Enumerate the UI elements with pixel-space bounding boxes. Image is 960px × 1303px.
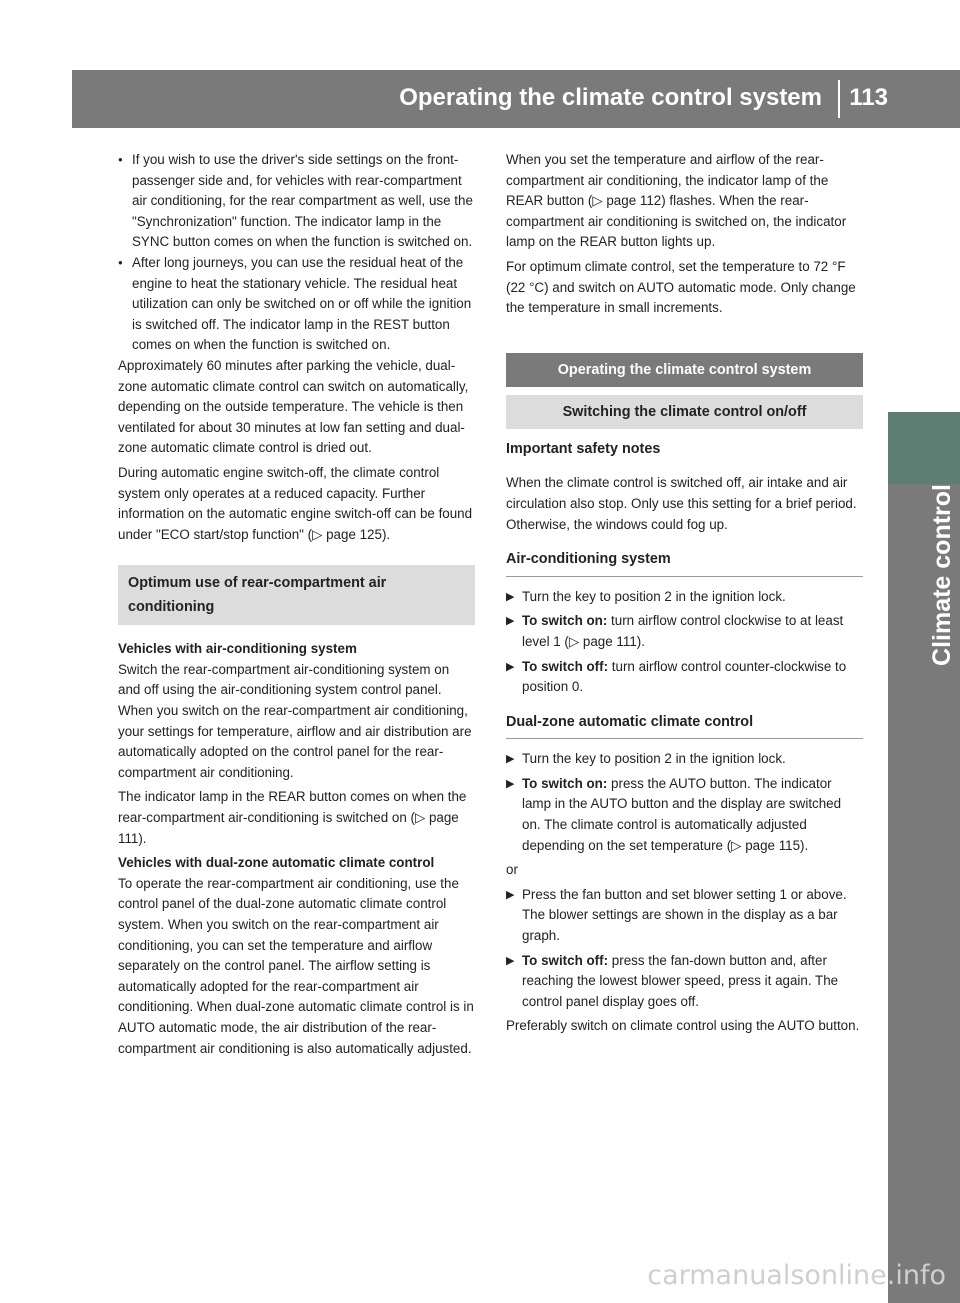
sub-heading-safety: Important safety notes [506,440,661,457]
step-text: Press the fan button and set blower setting 1 or above. The blower settings are shown in the display as a bar graph. [522,886,847,944]
step-text: turn airflow control counter-clockwise to position 0. [522,658,847,695]
chapter-tab-label: Climate control [928,484,956,666]
step-text: turn airflow control clockwise to at least level 1 (▷ page 111). [522,613,844,649]
heading-ac-system: Air-conditioning system [506,549,863,577]
right-column [506,150,863,1041]
page-title: Operating the climate control system [399,84,822,111]
arrow-right-icon: ▶ [506,590,515,603]
arrow-right-icon: ▶ [506,753,515,766]
arrow-right-icon: ▶ [506,888,515,901]
watermark: carmanualsonline.info [647,1260,946,1291]
step-text: Turn the key to position 2 in the ignition lock. [522,588,786,604]
step-item [506,951,863,1013]
bullet-residual-heat: ● After long journeys, you can use the residual heat of the engine to heat the stationary vehicle. The residual heat utilization can only be switched on or off while the ignition is switched off. The indicator lamp in the REST button comes on when the function is switched on. [118,253,475,356]
header-separator [838,80,840,118]
paragraph-auto-ventilation: Approximately 60 minutes after parking the vehicle, dual-zone automatic climate control can switch on automatically, depending on the outside temperature. The vehicle is then ventilated for about 30 minutes at low fan setting and dual-zone automatic climate control is dried out. [118,357,469,456]
step-text: press the fan-down button and, after reaching the lowest blower speed, press it again. The control panel display goes off. [522,952,839,1009]
heading-dual-zone: Dual-zone automatic climate control [506,712,863,740]
page-number: 113 [849,84,888,111]
left-column [118,150,475,1063]
step-item [506,774,863,856]
sub-heading-ac-system: Vehicles with air-conditioning system [118,641,357,657]
step-lead: To switch on: [522,775,608,791]
step-item [506,749,863,770]
sub-heading-dual-zone: Vehicles with dual-zone automatic climate control [118,855,435,871]
arrow-right-icon: ▶ [506,660,515,673]
paragraph-rear-ac: Switch the rear-compartment air-conditioning system on and off using the air-conditioning system control panel. When you switch on the rear-compartment air conditioning, your settings for temperature, airflow and air distribution are automatically adopted on the control panel for the rear-compartment air conditioning. [118,661,472,780]
arrow-right-icon: ▶ [506,615,515,628]
section-title-switching: Switching the climate control on/off [506,395,863,429]
paragraph-auto-button: Preferably switch on climate control using the AUTO button. [506,1018,860,1034]
step-text: press the AUTO button. The indicator lamp in the AUTO button and the display are switched on. The climate control is automatically adjusted depending on the set temperature (▷ page 115). [522,775,842,853]
paragraph-rear-indicator: The indicator lamp in the REAR button comes on when the rear-compartment air-conditioning is switched on (▷ page 111). [118,789,467,846]
paragraph-optimum: For optimum climate control, set the temperature to 72 °F (22 °C) and switch on AUTO automatic mode. Only change the temperature in small increments. [506,258,856,316]
step-lead: To switch on: [522,613,608,629]
arrow-right-icon: ▶ [506,954,515,967]
arrow-right-icon: ▶ [506,777,515,790]
bullet-sync: ● If you wish to use the driver's side settings on the front-passenger side and, for vehicles with rear-compartment air conditioning, for the rear compartment as well, use the "Synchronization" function. The indicator lamp in the SYNC button comes on when the function is switched on. [118,150,475,253]
paragraph-rear-flash: When you set the temperature and airflow of the rear-compartment air conditioning, the indicator lamp of the REAR button (▷ page 112) flashes. When the rear-compartment air conditioning is switched on, the indicator lamp on the REAR button lights up. [506,152,847,250]
section-title-rear-ac: Optimum use of rear-compartment air conditioning [118,565,475,625]
step-text: Turn the key to position 2 in the ignition lock. [522,751,786,767]
step-item [506,587,863,608]
step-item [506,657,863,698]
paragraph-dual-zone: To operate the rear-compartment air conditioning, use the control panel of the dual-zone automatic climate control system. When you switch on the rear-compartment air conditioning, you can set the temperature and airflow separately on the control panel. The airflow setting is automatically adopted for the rear-compartment air conditioning. When dual-zone automatic climate control is in AUTO automatic mode, the air distribution of the rear-compartment air conditioning is also automatically adjusted. [118,875,474,1056]
paragraph-eco: During automatic engine switch-off, the climate control system only operates at a reduced capacity. Further information on the automatic engine switch-off can be found under "ECO start/stop function" (▷ page 125). [118,464,473,542]
step-item [506,611,863,652]
section-title-operating: Operating the climate control system [506,353,863,387]
step-lead: To switch off: [522,658,609,674]
or-text: or [506,862,518,878]
step-lead: To switch off: [522,952,609,968]
paragraph-safety: When the climate control is switched off, air intake and air circulation also stop. Only use this setting for a brief period. Otherwise, the windows could fog up. [506,475,857,532]
chapter-tab-marker [888,412,960,484]
chapter-tab [888,412,960,1303]
header-bar [72,70,960,128]
step-item [506,885,863,947]
